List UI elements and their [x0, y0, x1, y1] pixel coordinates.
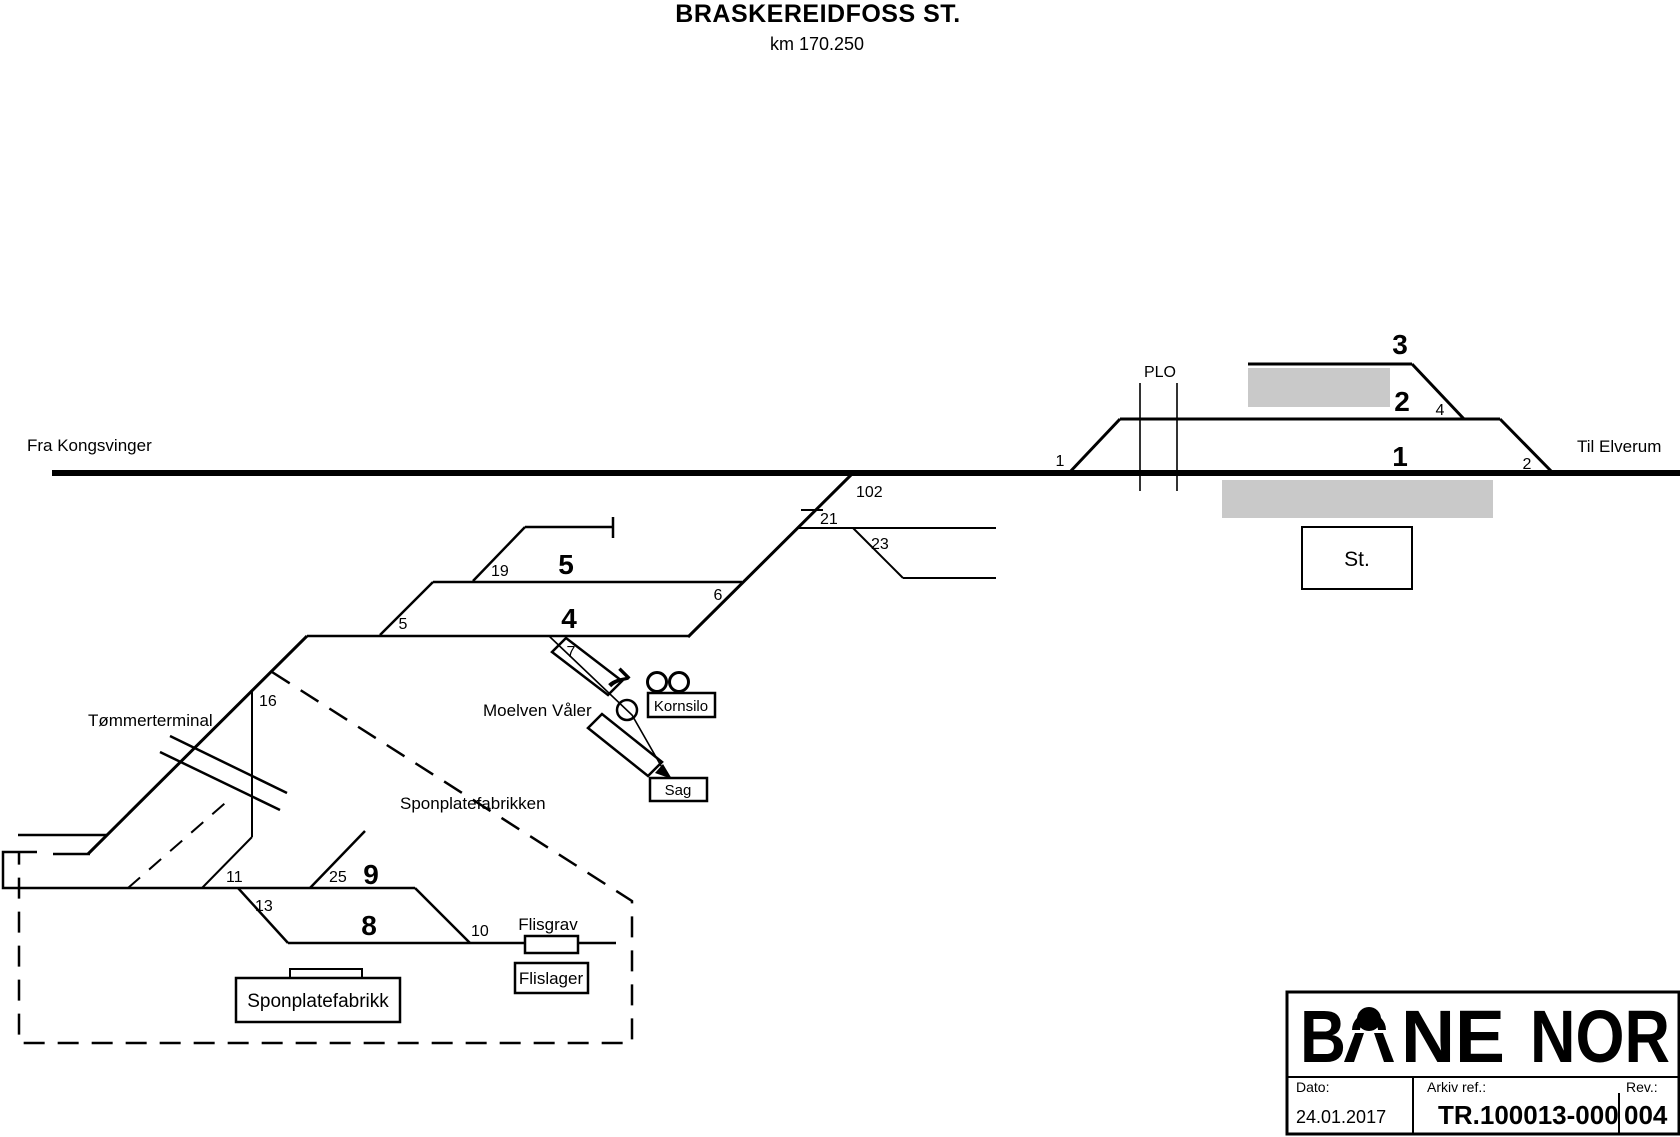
switch-number-23: 23	[871, 536, 889, 553]
switch-10-leg	[415, 888, 470, 943]
flisgrav-box	[525, 936, 578, 953]
label-sag: Sag	[664, 782, 692, 799]
switch-1-leg	[1068, 419, 1120, 474]
switch-number-5: 5	[398, 616, 408, 633]
label-sponplatefabrikken: Sponplatefabrikken	[400, 794, 546, 813]
label-station-building: St.	[1344, 548, 1370, 571]
loading-ramp-lower	[588, 714, 662, 776]
track-number-1: 1	[1392, 441, 1408, 472]
label-from-kongsvinger: Fra Kongsvinger	[27, 436, 152, 455]
switch-number-13: 13	[255, 898, 273, 915]
label-flisgrav: Flisgrav	[518, 915, 578, 934]
logo-letter-b: B	[1300, 995, 1346, 1078]
track-number-8: 8	[361, 910, 377, 941]
revision-label: Rev.:	[1626, 1079, 1658, 1095]
title-block	[1287, 992, 1679, 1134]
revision-value: 004	[1624, 1100, 1668, 1130]
track-number-7: 7	[600, 662, 636, 698]
track-number-5: 5	[558, 549, 574, 580]
platforms	[1222, 368, 1493, 518]
switch-number-25: 25	[329, 869, 347, 886]
date-label: Dato:	[1296, 1079, 1330, 1095]
track-number-3: 3	[1392, 329, 1408, 360]
tunnel-dome-fill	[1357, 1007, 1381, 1031]
silo-circle-2	[670, 673, 689, 692]
archive-ref-value: TR.100013-000	[1438, 1100, 1619, 1130]
switch-number-6: 6	[713, 587, 723, 604]
tommerterminal-lead	[88, 636, 307, 854]
label-moelven-valer: Moelven Våler	[483, 701, 592, 720]
switch-number-102: 102	[856, 484, 883, 501]
label-sponplatefabrikk: Sponplatefabrikk	[247, 991, 389, 1012]
switch-number-19: 19	[491, 563, 509, 580]
switch-number-2: 2	[1522, 456, 1532, 473]
track-number-4: 4	[561, 603, 577, 634]
track-number-9: 9	[363, 859, 379, 890]
label-flislager: Flislager	[518, 969, 584, 988]
logo-letters-nor: NOR	[1530, 995, 1670, 1078]
date-value: 24.01.2017	[1296, 1107, 1387, 1127]
platform-track-2	[1248, 368, 1390, 407]
switch-number-4: 4	[1435, 402, 1445, 419]
logo-letters-ne: NE	[1401, 995, 1505, 1078]
switch-number-10: 10	[471, 923, 489, 940]
switch-number-11: 11	[226, 869, 243, 886]
platform-track-1	[1222, 480, 1493, 518]
switch-13-leg	[238, 888, 288, 943]
archive-ref-label: Arkiv ref.:	[1427, 1079, 1487, 1095]
label-plo: PLO	[1143, 364, 1177, 381]
page-title: BRASKEREIDFOSS ST.	[675, 0, 961, 28]
silo-circle-1	[648, 673, 667, 692]
switch-number-1: 1	[1055, 453, 1065, 470]
label-kornsilo: Kornsilo	[653, 698, 709, 715]
page-km: km 170.250	[769, 34, 865, 54]
track-number-2: 2	[1394, 386, 1410, 417]
switch-number-21: 21	[820, 511, 838, 528]
label-tommerterminal: Tømmerterminal	[88, 711, 213, 730]
switch-number-7: 7	[566, 644, 576, 661]
switch-102-lead	[688, 474, 852, 637]
label-to-elverum: Til Elverum	[1577, 437, 1662, 456]
switch-number-16: 16	[259, 693, 277, 710]
track-lines	[3, 364, 1680, 1043]
